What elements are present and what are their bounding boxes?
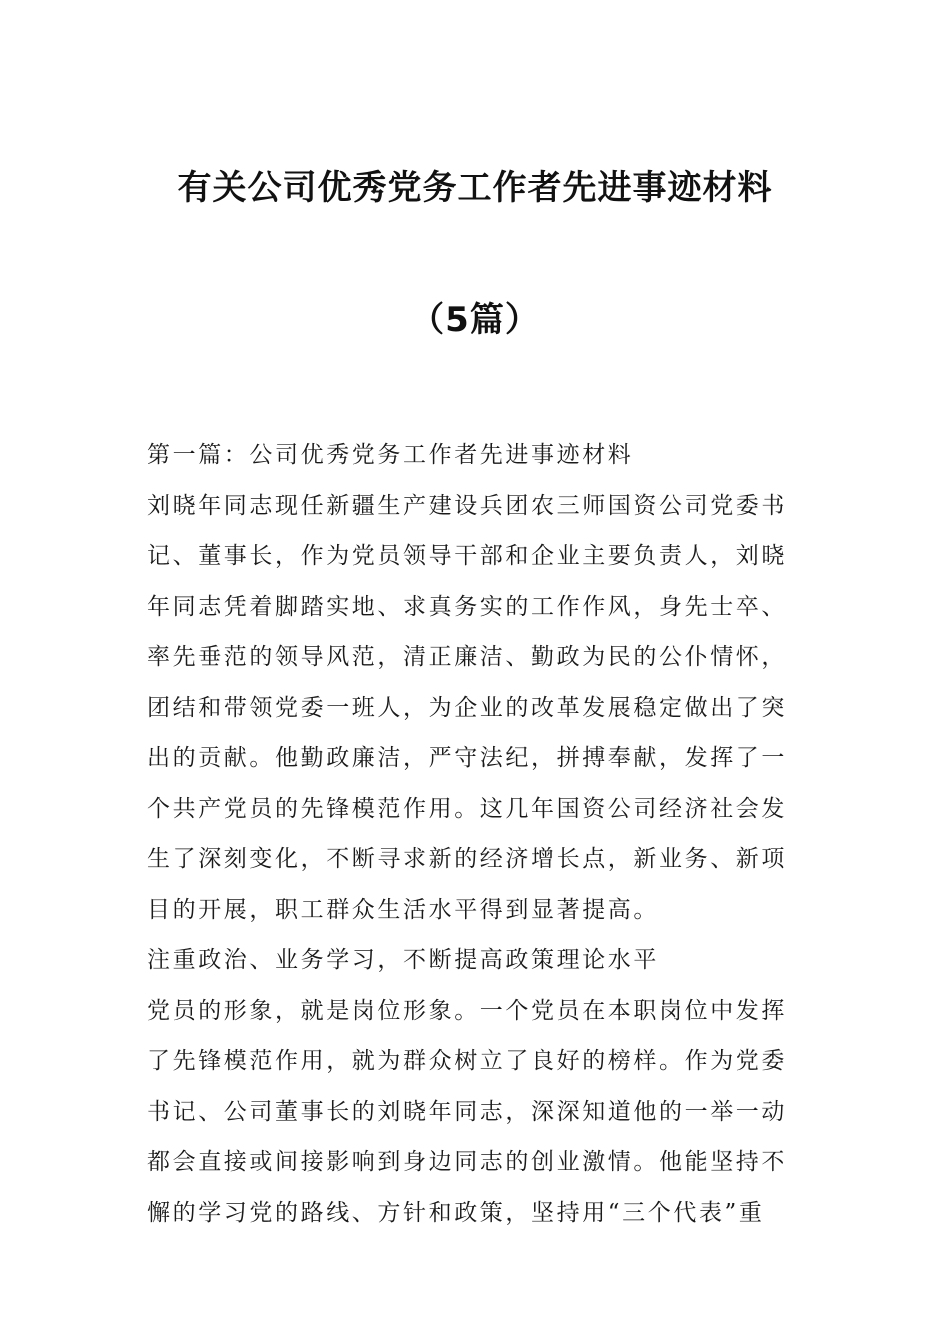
paragraph-line: 目的开展，职工群众生活水平得到显著提高。 (147, 896, 659, 923)
paragraph-line: 年同志凭着脚踏实地、求真务实的工作作风，身先士卒、 (147, 593, 787, 620)
section-heading: 第一篇：公司优秀党务工作者先进事迹材料 (147, 442, 634, 468)
subsection-heading: 注重政治、业务学习，不断提高政策理论水平 (147, 947, 659, 973)
paragraph-line: 懈的学习党的路线、方针和政策，坚持用“三个代表”重 (147, 1199, 765, 1226)
paragraph-line: 了先锋模范作用，就为群众树立了良好的榜样。作为党委 (147, 1048, 787, 1074)
paragraph-line: 生了深刻变化，不断寻求新的经济增长点，新业务、新项 (147, 846, 787, 872)
paragraph-line: 记、董事长，作为党员领导干部和企业主要负责人，刘晓 (147, 543, 787, 569)
body-text (147, 430, 807, 1238)
paragraph-line: 刘晓年同志现任新疆生产建设兵团农三师国资公司党委书 (147, 492, 787, 519)
paragraph-line: 团结和带领党委一班人，为企业的改革发展稳定做出了突 (147, 694, 787, 721)
paragraph-line: 党员的形象，就是岗位形象。一个党员在本职岗位中发挥 (147, 997, 787, 1024)
document-title: 有关公司优秀党务工作者先进事迹材料 (177, 168, 773, 208)
paragraph-line: 出的贡献。他勤政廉洁，严守法纪，拼搏奉献，发挥了一 (147, 745, 787, 771)
paragraph-line: 率先垂范的领导风范，清正廉洁、勤政为民的公仆情怀， (147, 644, 787, 670)
paragraph-line: 书记、公司董事长的刘晓年同志，深深知道他的一举一动 (147, 1098, 787, 1125)
document-subtitle: （5篇） (410, 300, 540, 340)
paragraph-line: 个共产党员的先锋模范作用。这几年国资公司经济社会发 (147, 795, 787, 822)
paragraph-line: 都会直接或间接影响到身边同志的创业激情。他能坚持不 (147, 1149, 787, 1175)
